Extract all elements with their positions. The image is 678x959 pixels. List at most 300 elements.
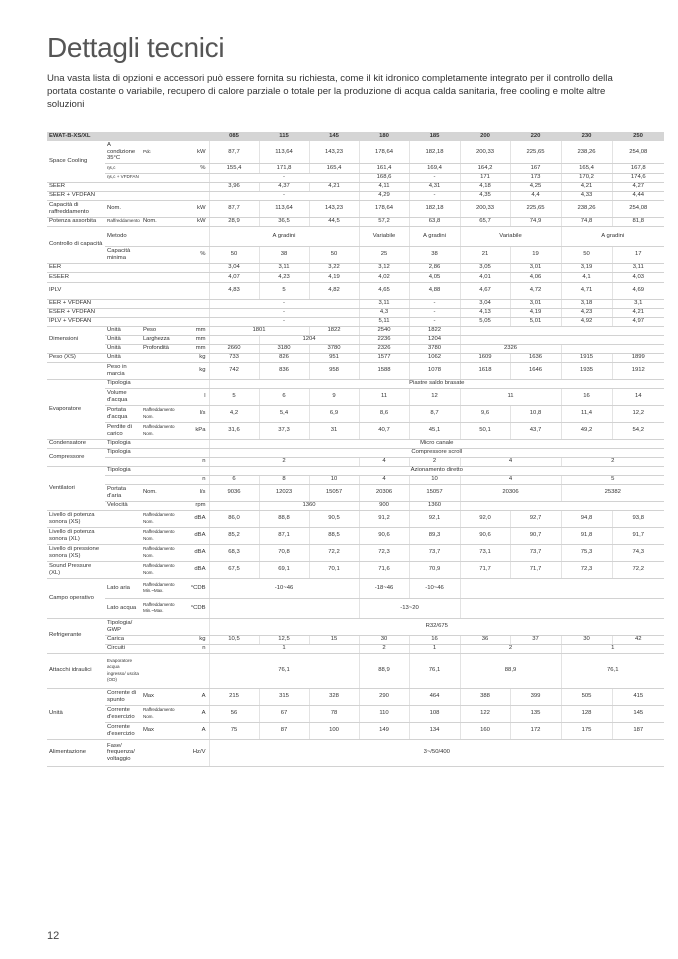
- value-cell: [209, 501, 259, 510]
- table-row: [47, 405, 664, 422]
- parameter-label: [105, 527, 141, 544]
- parameter-label: Tipologia: [105, 466, 141, 475]
- row-label: EER + VFDFAN: [47, 299, 105, 308]
- value-cell: 238,26: [561, 200, 612, 217]
- value-cell: 1801: [209, 326, 309, 335]
- parameter-label: Lato aria: [105, 578, 141, 598]
- row-label: Livello di pressione sonora (XS): [47, 544, 105, 561]
- value-cell: 1646: [510, 362, 561, 379]
- value-cell: R32/675: [209, 618, 664, 635]
- value-cell: Azionamento diretto: [209, 466, 664, 475]
- value-cell: 165,4: [561, 163, 612, 173]
- table-row: [47, 510, 664, 527]
- table-row: [47, 527, 664, 544]
- value-cell: 56: [209, 705, 259, 722]
- value-cell: 1078: [409, 362, 460, 379]
- value-cell: 1912: [612, 362, 664, 379]
- condition-label: [141, 263, 181, 272]
- value-cell: 37: [510, 635, 561, 644]
- condition-label: Raffreddamento Nom.: [141, 561, 181, 578]
- value-cell: 290: [359, 688, 409, 705]
- value-cell: 75,3: [561, 544, 612, 561]
- value-cell: 31: [309, 422, 359, 439]
- model-header: 250: [612, 132, 664, 141]
- value-cell: 70,8: [259, 544, 309, 561]
- value-cell: 73,1: [460, 544, 510, 561]
- model-header: 115: [259, 132, 309, 141]
- value-cell: 160: [460, 722, 510, 739]
- table-row: [47, 439, 664, 448]
- value-cell: 1935: [561, 362, 612, 379]
- table-row: [47, 644, 664, 653]
- value-cell: 87,7: [209, 141, 259, 163]
- value-cell: 11,4: [561, 405, 612, 422]
- value-cell: 19: [510, 246, 561, 263]
- value-cell: 38: [259, 246, 309, 263]
- parameter-label: [105, 282, 141, 299]
- table-row: [47, 173, 664, 182]
- parameter-label: [105, 317, 141, 326]
- unit-label: mm: [181, 335, 209, 344]
- table-row: [47, 635, 664, 644]
- row-label: [47, 362, 105, 379]
- unit-label: n: [181, 644, 209, 653]
- value-cell: 1204: [409, 335, 460, 344]
- parameter-label: ηs,c + VFDFAN: [105, 173, 141, 182]
- row-label: Refrigerante: [47, 618, 105, 653]
- table-row: [47, 653, 664, 688]
- value-cell: -: [409, 317, 460, 326]
- value-cell: 328: [309, 688, 359, 705]
- parameter-label: [105, 299, 141, 308]
- value-cell: 175: [561, 722, 612, 739]
- table-body: [47, 141, 664, 766]
- table-row: [47, 226, 664, 246]
- table-row: [47, 466, 664, 475]
- condition-label: Raffreddamento Min.~Max.: [141, 578, 181, 598]
- unit-label: Hz/V: [181, 739, 209, 766]
- parameter-label: Capacità minima: [105, 246, 141, 263]
- value-cell: 3,18: [561, 299, 612, 308]
- value-cell: 4,71: [561, 282, 612, 299]
- parameter-label: [105, 475, 141, 484]
- value-cell: 92,1: [409, 510, 460, 527]
- value-cell: 86,0: [209, 510, 259, 527]
- unit-label: [181, 226, 209, 246]
- unit-label: kg: [181, 353, 209, 362]
- value-cell: 135: [510, 705, 561, 722]
- table-row: [47, 422, 664, 439]
- condition-label: Pdc: [141, 141, 181, 163]
- value-cell: 16: [409, 635, 460, 644]
- value-cell: 4,72: [510, 282, 561, 299]
- parameter-label: Portata d'aria: [105, 484, 141, 501]
- value-cell: 200,33: [460, 200, 510, 217]
- value-cell: 71,7: [510, 561, 561, 578]
- value-cell: 20306: [359, 484, 409, 501]
- value-cell: 4,27: [612, 182, 664, 191]
- value-cell: 167,8: [612, 163, 664, 173]
- value-cell: 149: [359, 722, 409, 739]
- value-cell: 9036: [209, 484, 259, 501]
- value-cell: 100: [309, 722, 359, 739]
- intro-paragraph: Una vasta lista di opzioni e accessori può essere fornita su richiesta, come il kit idronico completamente integrato per il controllo della portata costante o variabile, recupero di calore parziale o totale per la produzione di acqua calda sanitaria, free cooling e molte altre soluzioni: [47, 73, 613, 110]
- value-cell: 4,35: [460, 191, 510, 200]
- value-cell: 45,1: [409, 422, 460, 439]
- value-cell: 3180: [259, 344, 309, 353]
- row-label: Livello di potenza sonora (XL): [47, 527, 105, 544]
- value-cell: 91,8: [561, 527, 612, 544]
- value-cell: 15: [309, 635, 359, 644]
- unit-label: [181, 282, 209, 299]
- value-cell: 87,1: [259, 527, 309, 544]
- value-cell: 89,3: [409, 527, 460, 544]
- parameter-label: Peso in marcia: [105, 362, 141, 379]
- condition-label: [141, 163, 181, 173]
- value-cell: 36,5: [259, 217, 309, 226]
- condition-label: Nom.: [141, 484, 181, 501]
- value-cell: 72,2: [309, 544, 359, 561]
- unit-label: kg: [181, 362, 209, 379]
- condition-label: Max: [141, 722, 181, 739]
- parameter-label: Tipologia: [105, 448, 141, 457]
- parameter-label: Nom.: [105, 200, 141, 217]
- value-cell: 85,2: [209, 527, 259, 544]
- value-cell: [460, 578, 664, 598]
- model-header: 200: [460, 132, 510, 141]
- unit-label: rpm: [181, 501, 209, 510]
- table-row: [47, 379, 664, 388]
- value-cell: 4,33: [561, 191, 612, 200]
- table-row: [47, 484, 664, 501]
- parameter-label: Velocità: [105, 501, 141, 510]
- value-cell: 4,19: [510, 308, 561, 317]
- value-cell: 9: [309, 388, 359, 405]
- value-cell: [460, 326, 664, 335]
- model-header: 230: [561, 132, 612, 141]
- value-cell: 4,37: [259, 182, 309, 191]
- condition-label: Raffreddamento Nom.: [141, 705, 181, 722]
- value-cell: 3,1: [612, 299, 664, 308]
- value-cell: 74,8: [561, 217, 612, 226]
- value-cell: 4,23: [259, 272, 309, 282]
- unit-label: [181, 263, 209, 272]
- value-cell: 1577: [359, 353, 409, 362]
- parameter-label: Corrente di spunto: [105, 688, 141, 705]
- condition-label: [141, 173, 181, 182]
- value-cell: 8,6: [359, 405, 409, 422]
- condition-label: [141, 439, 181, 448]
- value-cell: 225,65: [510, 141, 561, 163]
- value-cell: 836: [259, 362, 309, 379]
- model-header: 145: [309, 132, 359, 141]
- condition-label: [141, 475, 181, 484]
- parameter-label: [105, 561, 141, 578]
- table-row: [47, 448, 664, 457]
- value-cell: Compressore scroll: [209, 448, 664, 457]
- parameter-label: Carica: [105, 635, 141, 644]
- unit-label: [181, 439, 209, 448]
- value-cell: 1588: [359, 362, 409, 379]
- value-cell: 1: [561, 644, 664, 653]
- parameter-label: Tipologia: [105, 379, 141, 388]
- value-cell: 57,2: [359, 217, 409, 226]
- row-label: Dimensioni: [47, 326, 105, 353]
- table-row: [47, 501, 664, 510]
- unit-label: [181, 299, 209, 308]
- condition-label: Raffreddamento Min.~Max.: [141, 598, 181, 618]
- value-cell: 4,1: [561, 272, 612, 282]
- unit-label: dBA: [181, 544, 209, 561]
- value-cell: 171: [460, 173, 510, 182]
- value-cell: Variabile: [359, 226, 409, 246]
- value-cell: 74,3: [612, 544, 664, 561]
- unit-label: [181, 272, 209, 282]
- value-cell: -: [209, 308, 359, 317]
- value-cell: 4,21: [561, 182, 612, 191]
- value-cell: 68,3: [209, 544, 259, 561]
- value-cell: 92,0: [460, 510, 510, 527]
- value-cell: 4,21: [309, 182, 359, 191]
- value-cell: 1360: [259, 501, 359, 510]
- table-row: [47, 191, 664, 200]
- value-cell: 170,2: [561, 173, 612, 182]
- row-label: ESER + VFDFAN: [47, 308, 105, 317]
- value-cell: 25: [359, 246, 409, 263]
- unit-label: dBA: [181, 561, 209, 578]
- value-cell: 2: [460, 644, 561, 653]
- value-cell: 10: [409, 475, 460, 484]
- value-cell: 110: [359, 705, 409, 722]
- table-row: [47, 200, 664, 217]
- model-header: 180: [359, 132, 409, 141]
- value-cell: Micro canale: [209, 439, 664, 448]
- value-cell: 1822: [409, 326, 460, 335]
- value-cell: 399: [510, 688, 561, 705]
- table-row: [47, 688, 664, 705]
- row-label: EER: [47, 263, 105, 272]
- value-cell: 4,18: [460, 182, 510, 191]
- value-cell: 72,3: [359, 544, 409, 561]
- row-label: Space Cooling: [47, 141, 105, 182]
- value-cell: 3,04: [460, 299, 510, 308]
- table-row: [47, 141, 664, 163]
- value-cell: 4,13: [460, 308, 510, 317]
- value-cell: 415: [612, 688, 664, 705]
- value-cell: 134: [409, 722, 460, 739]
- condition-label: Raffreddamento Nom.: [141, 510, 181, 527]
- unit-label: [181, 191, 209, 200]
- table-row: [47, 299, 664, 308]
- value-cell: 3,05: [460, 263, 510, 272]
- value-cell: 4,03: [612, 272, 664, 282]
- value-cell: 42: [612, 635, 664, 644]
- row-label: IPLV + VFDFAN: [47, 317, 105, 326]
- value-cell: 94,8: [561, 510, 612, 527]
- parameter-label: Unità: [105, 353, 141, 362]
- value-cell: 143,23: [309, 200, 359, 217]
- row-label: Sound Pressure (XL): [47, 561, 105, 578]
- value-cell: A gradini: [409, 226, 460, 246]
- value-cell: 3,11: [359, 299, 409, 308]
- unit-label: [181, 448, 209, 457]
- value-cell: 4,97: [612, 317, 664, 326]
- value-cell: 2660: [209, 344, 259, 353]
- value-cell: 38: [409, 246, 460, 263]
- value-cell: 15057: [409, 484, 460, 501]
- value-cell: 174,6: [612, 173, 664, 182]
- value-cell: 70,1: [309, 561, 359, 578]
- row-label: Compressore: [47, 448, 105, 466]
- unit-label: dBA: [181, 510, 209, 527]
- value-cell: 1: [209, 644, 359, 653]
- unit-label: [181, 466, 209, 475]
- value-cell: 74,9: [510, 217, 561, 226]
- unit-label: l/s: [181, 405, 209, 422]
- value-cell: 71,6: [359, 561, 409, 578]
- parameter-label: ηs,c: [105, 163, 141, 173]
- value-cell: 2326: [359, 344, 409, 353]
- value-cell: 254,08: [612, 141, 664, 163]
- value-cell: 167: [510, 163, 561, 173]
- value-cell: -: [409, 308, 460, 317]
- value-cell: 505: [561, 688, 612, 705]
- unit-label: °CDB: [181, 598, 209, 618]
- value-cell: 3,12: [359, 263, 409, 272]
- condition-label: [141, 317, 181, 326]
- page-title: Dettagli tecnici: [47, 32, 225, 63]
- condition-label: [141, 200, 181, 217]
- value-cell: -10~46: [209, 578, 359, 598]
- value-cell: 4,29: [359, 191, 409, 200]
- unit-label: %: [181, 163, 209, 173]
- page-number: 12: [47, 930, 60, 942]
- unit-label: mm: [181, 326, 209, 335]
- value-cell: 4,25: [510, 182, 561, 191]
- condition-label: [141, 353, 181, 362]
- value-cell: [460, 598, 664, 618]
- value-cell: 169,4: [409, 163, 460, 173]
- value-cell: 3~/50/400: [209, 739, 664, 766]
- value-cell: 3,11: [612, 263, 664, 272]
- unit-label: A: [181, 705, 209, 722]
- value-cell: 215: [209, 688, 259, 705]
- table-row: [47, 705, 664, 722]
- row-label: IPLV: [47, 282, 105, 299]
- value-cell: -13~20: [359, 598, 460, 618]
- condition-label: [141, 272, 181, 282]
- model-header: 085: [209, 132, 259, 141]
- row-label: ESEER: [47, 272, 105, 282]
- value-cell: 76,1: [209, 653, 359, 688]
- value-cell: 44,5: [309, 217, 359, 226]
- value-cell: 21: [460, 246, 510, 263]
- table-header-row: [47, 132, 664, 141]
- value-cell: 73,7: [510, 544, 561, 561]
- value-cell: [209, 598, 359, 618]
- value-cell: 17: [612, 246, 664, 263]
- condition-label: [141, 191, 181, 200]
- value-cell: 11: [460, 388, 561, 405]
- value-cell: 4,92: [561, 317, 612, 326]
- model-header: 185: [409, 132, 460, 141]
- row-label: Evaporatore: [47, 379, 105, 439]
- parameter-label: Unità: [105, 326, 141, 335]
- value-cell: [460, 501, 664, 510]
- condition-label: [141, 282, 181, 299]
- value-cell: 4,31: [409, 182, 460, 191]
- model-column-header: EWAT-B-XS/XL: [47, 132, 209, 141]
- value-cell: 67: [259, 705, 309, 722]
- value-cell: 4,65: [359, 282, 409, 299]
- value-cell: 165,4: [309, 163, 359, 173]
- value-cell: 73,7: [409, 544, 460, 561]
- unit-label: l/s: [181, 484, 209, 501]
- parameter-label: [105, 544, 141, 561]
- value-cell: 951: [309, 353, 359, 362]
- unit-label: dBA: [181, 527, 209, 544]
- condition-label: [141, 246, 181, 263]
- value-cell: 90,5: [309, 510, 359, 527]
- value-cell: 11: [359, 388, 409, 405]
- value-cell: 3,22: [309, 263, 359, 272]
- value-cell: 72,2: [612, 561, 664, 578]
- value-cell: 76,1: [409, 653, 460, 688]
- row-label: Unità: [47, 688, 105, 739]
- value-cell: 70,9: [409, 561, 460, 578]
- value-cell: 182,18: [409, 141, 460, 163]
- value-cell: 2236: [359, 335, 409, 344]
- condition-label: Raffreddamento Nom.: [141, 544, 181, 561]
- condition-label: [141, 379, 181, 388]
- table-row: [47, 335, 664, 344]
- value-cell: 78: [309, 705, 359, 722]
- parameter-label: [105, 457, 141, 466]
- value-cell: -: [209, 299, 359, 308]
- row-label: Attacchi idraulici: [47, 653, 105, 688]
- value-cell: 49,2: [561, 422, 612, 439]
- condition-label: Larghezza: [141, 335, 181, 344]
- value-cell: 4,44: [612, 191, 664, 200]
- unit-label: kW: [181, 217, 209, 226]
- condition-label: [141, 182, 181, 191]
- value-cell: 69,1: [259, 561, 309, 578]
- table-row: [47, 246, 664, 263]
- value-cell: 4: [359, 475, 409, 484]
- condition-label: Raffreddamento Nom.: [141, 405, 181, 422]
- value-cell: -10~46: [409, 578, 460, 598]
- value-cell: 10: [309, 475, 359, 484]
- value-cell: 4,21: [612, 308, 664, 317]
- parameter-label: Fase/ frequenza/ voltaggio: [105, 739, 141, 766]
- condition-label: [141, 457, 181, 466]
- value-cell: 3,04: [209, 263, 259, 272]
- value-cell: 1204: [259, 335, 359, 344]
- value-cell: [561, 344, 664, 353]
- parameter-label: Metodo: [105, 226, 141, 246]
- value-cell: 5: [209, 388, 259, 405]
- value-cell: 50,1: [460, 422, 510, 439]
- parameter-label: [105, 191, 141, 200]
- unit-label: A: [181, 722, 209, 739]
- value-cell: 2,86: [409, 263, 460, 272]
- condition-label: [141, 388, 181, 405]
- value-cell: 4,23: [561, 308, 612, 317]
- value-cell: 1618: [460, 362, 510, 379]
- table-row: [47, 544, 664, 561]
- table-row: [47, 308, 664, 317]
- value-cell: 1822: [309, 326, 359, 335]
